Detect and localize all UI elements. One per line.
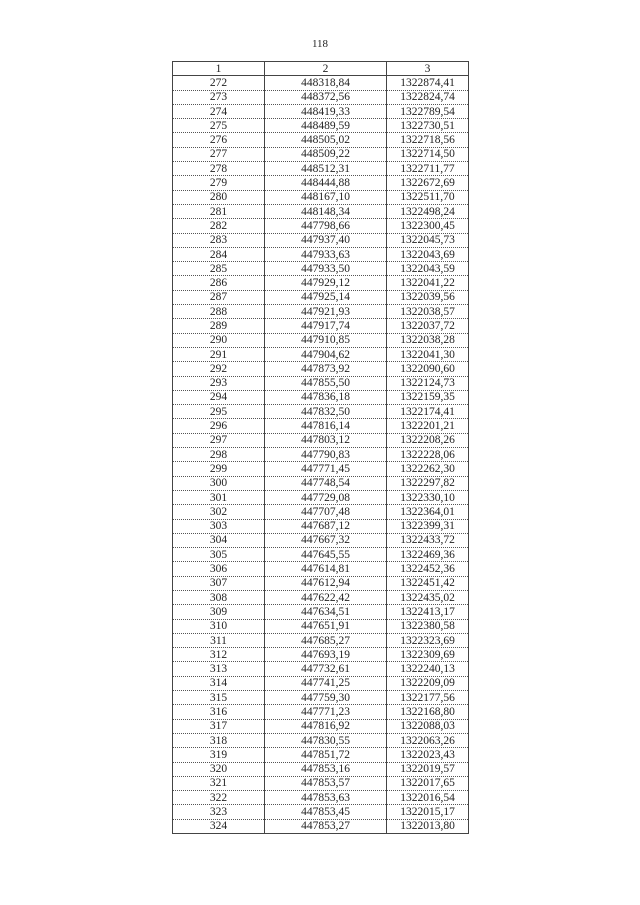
y-coordinate-cell: 1322730,51 [387,119,469,133]
y-coordinate-cell: 1322038,28 [387,333,469,347]
point-number-cell: 278 [173,162,265,176]
point-number-cell: 323 [173,805,265,819]
x-coordinate-cell: 447925,14 [265,290,387,304]
y-coordinate-cell: 1322718,56 [387,133,469,147]
x-coordinate-cell: 447732,61 [265,662,387,676]
y-coordinate-cell: 1322469,36 [387,548,469,562]
point-number-cell: 319 [173,748,265,762]
y-coordinate-cell: 1322013,80 [387,819,469,833]
x-coordinate-cell: 447851,72 [265,748,387,762]
x-coordinate-cell: 447667,32 [265,533,387,547]
x-coordinate-cell: 447917,74 [265,319,387,333]
table-row [173,448,469,462]
y-coordinate-cell: 1322874,41 [387,76,469,90]
coordinates-table [172,61,469,834]
y-coordinate-cell: 1322174,41 [387,405,469,419]
table-row [173,276,469,290]
x-coordinate-cell: 447771,23 [265,705,387,719]
x-coordinate-cell: 447937,40 [265,233,387,247]
point-number-cell: 285 [173,262,265,276]
x-coordinate-cell: 448419,33 [265,104,387,118]
table-row [173,305,469,319]
x-coordinate-cell: 447873,92 [265,362,387,376]
y-coordinate-cell: 1322498,24 [387,204,469,218]
x-coordinate-cell: 447830,55 [265,733,387,747]
y-coordinate-cell: 1322711,77 [387,162,469,176]
y-coordinate-cell: 1322159,35 [387,390,469,404]
y-coordinate-cell: 1322789,54 [387,104,469,118]
table-row [173,533,469,547]
table-row [173,233,469,247]
x-coordinate-cell: 448444,88 [265,176,387,190]
point-number-cell: 277 [173,147,265,161]
table-row [173,505,469,519]
x-coordinate-cell: 447707,48 [265,505,387,519]
x-coordinate-cell: 447921,93 [265,305,387,319]
table-row [173,119,469,133]
page-number: 118 [311,38,329,50]
table-row [173,290,469,304]
y-coordinate-cell: 1322043,69 [387,247,469,261]
x-coordinate-cell: 448509,22 [265,147,387,161]
point-number-cell: 291 [173,347,265,361]
point-number-cell: 279 [173,176,265,190]
y-coordinate-cell: 1322262,30 [387,462,469,476]
point-number-cell: 282 [173,219,265,233]
x-coordinate-cell: 447614,81 [265,562,387,576]
y-coordinate-cell: 1322300,45 [387,219,469,233]
x-coordinate-cell: 447771,45 [265,462,387,476]
x-coordinate-cell: 447933,50 [265,262,387,276]
table-row [173,605,469,619]
table-row [173,705,469,719]
table-row [173,147,469,161]
point-number-cell: 303 [173,519,265,533]
table-row [173,776,469,790]
y-coordinate-cell: 1322309,69 [387,648,469,662]
y-coordinate-cell: 1322451,42 [387,576,469,590]
y-coordinate-cell: 1322714,50 [387,147,469,161]
y-coordinate-cell: 1322209,09 [387,676,469,690]
x-coordinate-cell: 447741,25 [265,676,387,690]
table-row [173,490,469,504]
point-number-cell: 284 [173,247,265,261]
y-coordinate-cell: 1322452,36 [387,562,469,576]
point-number-cell: 313 [173,662,265,676]
point-number-cell: 308 [173,590,265,604]
table-row [173,162,469,176]
x-coordinate-cell: 447759,30 [265,691,387,705]
y-coordinate-cell: 1322208,26 [387,433,469,447]
table-row [173,476,469,490]
column-header-1: 1 [173,62,265,76]
x-coordinate-cell: 448505,02 [265,133,387,147]
point-number-cell: 286 [173,276,265,290]
y-coordinate-cell: 1322041,30 [387,347,469,361]
y-coordinate-cell: 1322435,02 [387,590,469,604]
x-coordinate-cell: 448372,56 [265,90,387,104]
point-number-cell: 289 [173,319,265,333]
point-number-cell: 314 [173,676,265,690]
y-coordinate-cell: 1322063,26 [387,733,469,747]
point-number-cell: 299 [173,462,265,476]
y-coordinate-cell: 1322323,69 [387,633,469,647]
x-coordinate-cell: 447904,62 [265,347,387,361]
y-coordinate-cell: 1322168,80 [387,705,469,719]
x-coordinate-cell: 448512,31 [265,162,387,176]
point-number-cell: 307 [173,576,265,590]
table-row [173,576,469,590]
point-number-cell: 300 [173,476,265,490]
y-coordinate-cell: 1322023,43 [387,748,469,762]
table-row [173,76,469,90]
y-coordinate-cell: 1322201,21 [387,419,469,433]
y-coordinate-cell: 1322016,54 [387,791,469,805]
x-coordinate-cell: 447634,51 [265,605,387,619]
point-number-cell: 309 [173,605,265,619]
x-coordinate-cell: 447687,12 [265,519,387,533]
point-number-cell: 297 [173,433,265,447]
x-coordinate-cell: 447832,50 [265,405,387,419]
point-number-cell: 316 [173,705,265,719]
point-number-cell: 292 [173,362,265,376]
table-row [173,133,469,147]
y-coordinate-cell: 1322088,03 [387,719,469,733]
point-number-cell: 280 [173,190,265,204]
point-number-cell: 304 [173,533,265,547]
y-coordinate-cell: 1322380,58 [387,619,469,633]
table-row [173,419,469,433]
y-coordinate-cell: 1322043,59 [387,262,469,276]
column-header-2: 2 [265,62,387,76]
x-coordinate-cell: 447798,66 [265,219,387,233]
point-number-cell: 320 [173,762,265,776]
point-number-cell: 273 [173,90,265,104]
point-number-cell: 311 [173,633,265,647]
y-coordinate-cell: 1322399,31 [387,519,469,533]
y-coordinate-cell: 1322019,57 [387,762,469,776]
table-row [173,791,469,805]
x-coordinate-cell: 447853,27 [265,819,387,833]
y-coordinate-cell: 1322330,10 [387,490,469,504]
y-coordinate-cell: 1322177,56 [387,691,469,705]
y-coordinate-cell: 1322039,56 [387,290,469,304]
table-row [173,433,469,447]
y-coordinate-cell: 1322045,73 [387,233,469,247]
point-number-cell: 275 [173,119,265,133]
x-coordinate-cell: 447748,54 [265,476,387,490]
x-coordinate-cell: 447693,19 [265,648,387,662]
x-coordinate-cell: 447790,83 [265,448,387,462]
y-coordinate-cell: 1322015,17 [387,805,469,819]
x-coordinate-cell: 447816,14 [265,419,387,433]
table-row [173,519,469,533]
y-coordinate-cell: 1322511,70 [387,190,469,204]
table-row [173,104,469,118]
y-coordinate-cell: 1322038,57 [387,305,469,319]
point-number-cell: 287 [173,290,265,304]
table-row [173,376,469,390]
table-row [173,319,469,333]
x-coordinate-cell: 447729,08 [265,490,387,504]
x-coordinate-cell: 447803,12 [265,433,387,447]
x-coordinate-cell: 447612,94 [265,576,387,590]
y-coordinate-cell: 1322413,17 [387,605,469,619]
point-number-cell: 283 [173,233,265,247]
point-number-cell: 290 [173,333,265,347]
table-row [173,805,469,819]
point-number-cell: 317 [173,719,265,733]
point-number-cell: 276 [173,133,265,147]
table-row [173,333,469,347]
point-number-cell: 321 [173,776,265,790]
point-number-cell: 305 [173,548,265,562]
table-row [173,176,469,190]
table-row [173,362,469,376]
x-coordinate-cell: 447910,85 [265,333,387,347]
point-number-cell: 293 [173,376,265,390]
point-number-cell: 288 [173,305,265,319]
table-row [173,219,469,233]
point-number-cell: 302 [173,505,265,519]
point-number-cell: 324 [173,819,265,833]
table-row [173,819,469,833]
x-coordinate-cell: 447685,27 [265,633,387,647]
x-coordinate-cell: 448318,84 [265,76,387,90]
y-coordinate-cell: 1322364,01 [387,505,469,519]
table-header [173,62,469,76]
point-number-cell: 295 [173,405,265,419]
point-number-cell: 281 [173,204,265,218]
point-number-cell: 306 [173,562,265,576]
table-row [173,748,469,762]
point-number-cell: 312 [173,648,265,662]
y-coordinate-cell: 1322041,22 [387,276,469,290]
table-row [173,204,469,218]
x-coordinate-cell: 447853,16 [265,762,387,776]
column-header-3: 3 [387,62,469,76]
table-row [173,676,469,690]
table-row [173,347,469,361]
table-row [173,648,469,662]
x-coordinate-cell: 448148,34 [265,204,387,218]
point-number-cell: 318 [173,733,265,747]
table-row [173,262,469,276]
table-row [173,90,469,104]
x-coordinate-cell: 447645,55 [265,548,387,562]
y-coordinate-cell: 1322824,74 [387,90,469,104]
point-number-cell: 301 [173,490,265,504]
y-coordinate-cell: 1322017,65 [387,776,469,790]
x-coordinate-cell: 448167,10 [265,190,387,204]
table-body [173,76,469,834]
table-row [173,562,469,576]
x-coordinate-cell: 447855,50 [265,376,387,390]
point-number-cell: 296 [173,419,265,433]
table-row [173,548,469,562]
table-row [173,633,469,647]
y-coordinate-cell: 1322124,73 [387,376,469,390]
x-coordinate-cell: 447836,18 [265,390,387,404]
table-row [173,590,469,604]
table-row [173,247,469,261]
table-row [173,762,469,776]
table-row [173,405,469,419]
x-coordinate-cell: 447853,57 [265,776,387,790]
table-row [173,662,469,676]
x-coordinate-cell: 447622,42 [265,590,387,604]
x-coordinate-cell: 447933,63 [265,247,387,261]
point-number-cell: 272 [173,76,265,90]
x-coordinate-cell: 447853,45 [265,805,387,819]
x-coordinate-cell: 447816,92 [265,719,387,733]
table-row [173,691,469,705]
x-coordinate-cell: 447929,12 [265,276,387,290]
point-number-cell: 310 [173,619,265,633]
table-row [173,190,469,204]
table-row [173,390,469,404]
point-number-cell: 322 [173,791,265,805]
table-row [173,719,469,733]
y-coordinate-cell: 1322672,69 [387,176,469,190]
point-number-cell: 315 [173,691,265,705]
y-coordinate-cell: 1322090,60 [387,362,469,376]
x-coordinate-cell: 448489,59 [265,119,387,133]
table-row [173,619,469,633]
table-row [173,462,469,476]
y-coordinate-cell: 1322240,13 [387,662,469,676]
point-number-cell: 294 [173,390,265,404]
y-coordinate-cell: 1322228,06 [387,448,469,462]
point-number-cell: 274 [173,104,265,118]
table-row [173,733,469,747]
y-coordinate-cell: 1322297,82 [387,476,469,490]
y-coordinate-cell: 1322037,72 [387,319,469,333]
y-coordinate-cell: 1322433,72 [387,533,469,547]
point-number-cell: 298 [173,448,265,462]
x-coordinate-cell: 447853,63 [265,791,387,805]
x-coordinate-cell: 447651,91 [265,619,387,633]
header-row [173,62,469,76]
